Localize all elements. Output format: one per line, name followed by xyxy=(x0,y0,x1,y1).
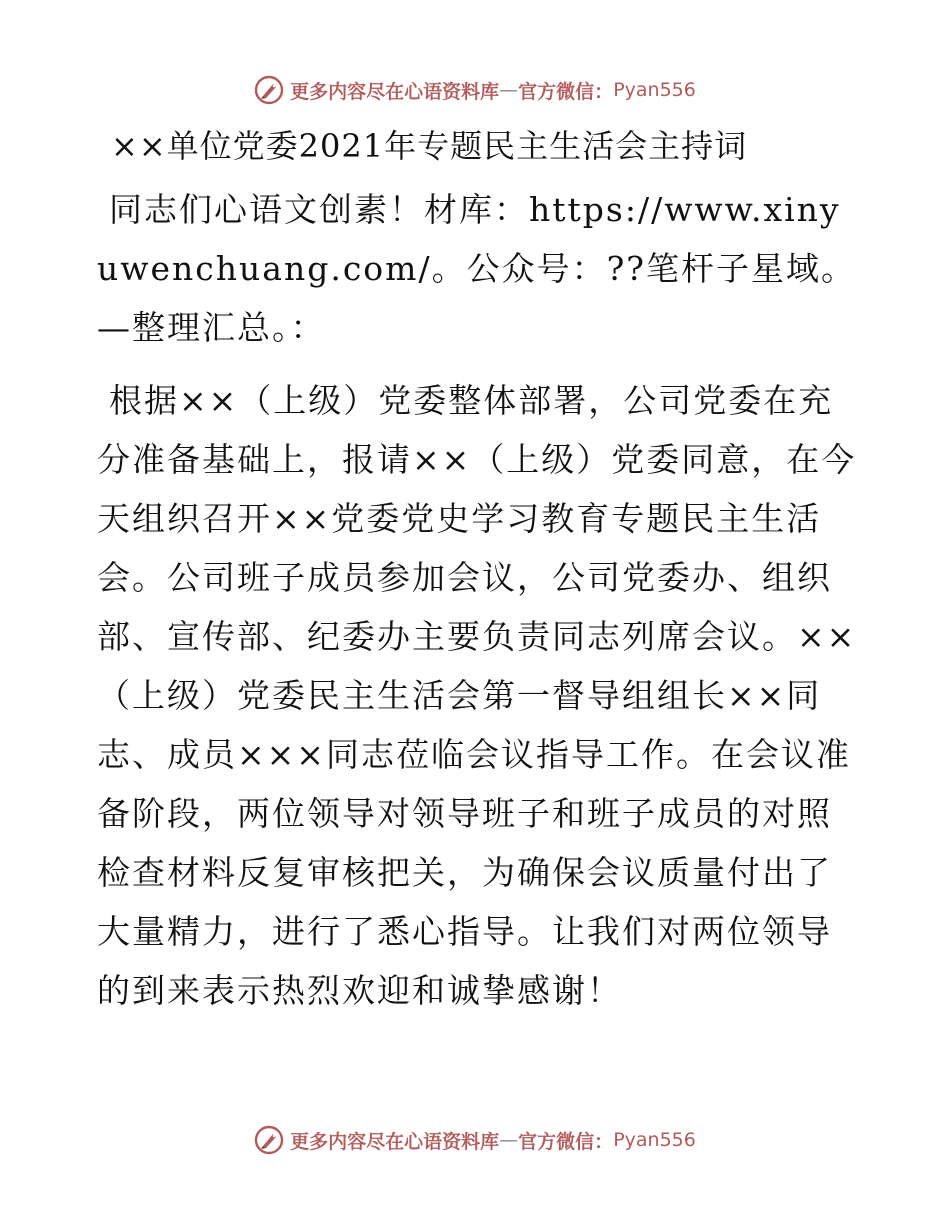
banner-account: Pyan556 xyxy=(613,1129,696,1151)
banner-main-text: 更多内容尽在心语资料库 xyxy=(290,80,500,103)
footer-watermark-banner xyxy=(0,1120,950,1160)
header-watermark-banner xyxy=(0,70,950,110)
pen-nib-logo-icon xyxy=(254,1125,284,1155)
banner-official-label: 官方微信： xyxy=(518,80,614,103)
document-title: ××单位党委2021年专题民主生活会主持词 xyxy=(111,127,748,165)
banner-separator: — xyxy=(499,1129,519,1151)
banner-main-text: 更多内容尽在心语资料库 xyxy=(290,1130,500,1153)
pen-nib-logo-icon xyxy=(254,75,284,105)
banner-official-label: 官方微信： xyxy=(518,1130,614,1153)
paragraph-intro: 同志们心语文创素！材库：https://www.xinyuwenchuang.com/。公众号：??笔杆子星域。—整理汇总。： xyxy=(97,190,856,347)
paragraph-main: 根据××（上级）党委整体部署，公司党委在充分准备基础上，报请××（上级）党委同意，在今天组织召开××党委党史学习教育专题民主生活会。公司班子成员参加会议，公司党委办、组织部、宣传部、纪委办主要负责同志列席会议。××（上级）党委民主生活会第一督导组组长××同志、成员×××同志莅临会议指导工作。在会议准备阶段，两位领导对领导班子和班子成员的对照检查材料反复审核把关，为确保会议质量付出了大量精力，进行了悉心指导。让我们对两位领导的到来表示热烈欢迎和诚挚感谢！ xyxy=(97,381,857,1010)
banner-separator: — xyxy=(499,79,519,101)
document-body xyxy=(97,120,857,1034)
banner-account: Pyan556 xyxy=(613,79,696,101)
